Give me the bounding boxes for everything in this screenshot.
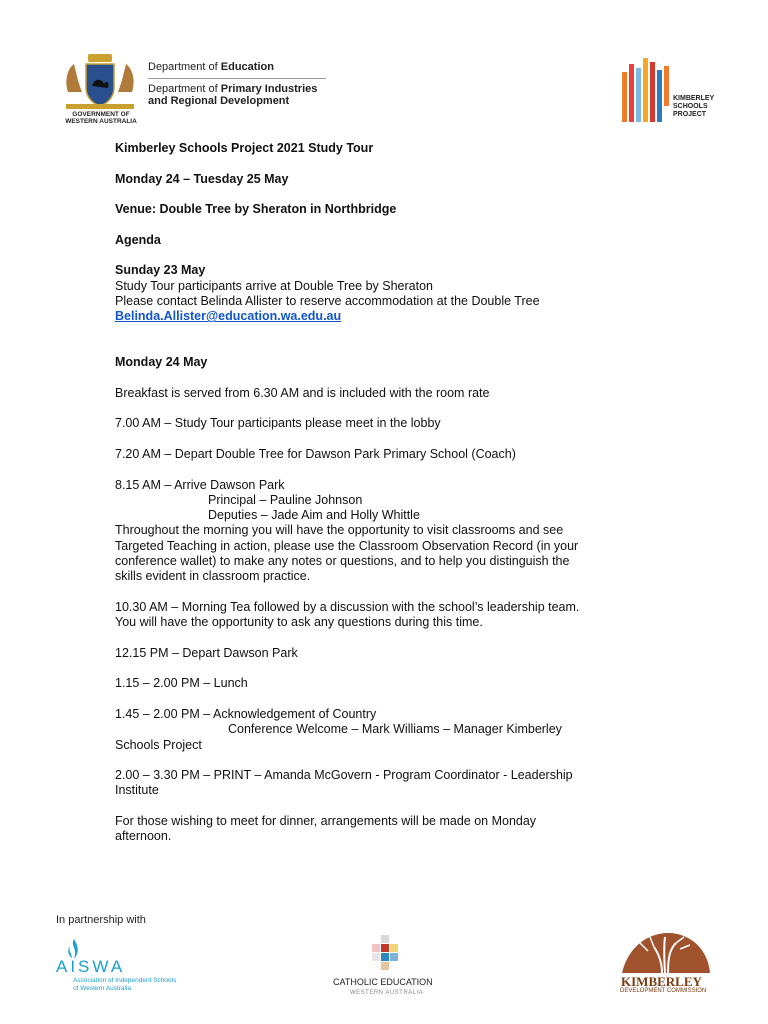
aiswa-name: AISWA xyxy=(56,957,126,976)
agenda-item-print: Institute xyxy=(115,783,159,798)
venue: Venue: Double Tree by Sheraton in Northbridge xyxy=(115,202,397,217)
morning-line: Throughout the morning you will have the opportunity to visit classrooms and see xyxy=(115,523,564,538)
department-block xyxy=(148,61,328,107)
agenda-item-print: 2.00 – 3.30 PM – PRINT – Amanda McGovern - Program Coordinator - Leadership xyxy=(115,768,573,783)
agenda-item-1030: You will have the opportunity to ask any questions during this time. xyxy=(115,615,483,630)
sunday-contact: Please contact Belinda Allister to reserve accommodation at the Double Tree xyxy=(115,293,540,308)
monday-heading: Monday 24 May xyxy=(115,355,208,370)
ksp-wordmark: KIMBERLEY SCHOOLS PROJECT xyxy=(673,95,715,118)
dept-primary: Department of Primary Industries xyxy=(148,83,318,95)
document-title: Kimberley Schools Project 2021 Study Tour xyxy=(115,141,374,155)
sunday-arrival: Study Tour participants arrive at Double Tree by Sheraton xyxy=(115,278,433,293)
dinner-note: afternoon. xyxy=(115,829,172,844)
dept-education: Department of Education xyxy=(148,61,274,73)
contact-email-link[interactable]: Belinda.Allister@education.wa.edu.au xyxy=(115,309,342,324)
morning-line: skills evident in classroom practice. xyxy=(115,569,311,584)
conference-welcome: Schools Project xyxy=(115,737,202,752)
kdc-name: KIMBERLEY xyxy=(621,974,702,989)
agenda-item-lunch: 1.15 – 2.00 PM – Lunch xyxy=(115,676,248,691)
morning-line: conference wallet) to make any notes or questions, and to help you distinguish the xyxy=(115,554,570,569)
dept-regional: and Regional Development xyxy=(148,95,290,107)
agenda-item-1215: 12.15 PM – Depart Dawson Park xyxy=(115,645,298,660)
morning-line: Targeted Teaching in action, please use the Classroom Observation Record (in your xyxy=(115,538,579,553)
partnership-label: In partnership with xyxy=(56,914,146,926)
agenda-item-acknowledgement: 1.45 – 2.00 PM – Acknowledgement of Country xyxy=(115,706,377,721)
principal-name: Principal – Pauline Johnson xyxy=(208,492,363,507)
agenda-item-0700: 7.00 AM – Study Tour participants please meet in the lobby xyxy=(115,416,441,431)
gov-caption: GOVERNMENT OF WESTERN AUSTRALIA xyxy=(65,111,137,125)
agenda-document xyxy=(115,141,675,845)
agenda-item-0720: 7.20 AM – Depart Double Tree for Dawson Park Primary School (Coach) xyxy=(115,446,516,461)
catholic-education-subtitle: WESTERN AUSTRALIA xyxy=(350,990,424,996)
kdc-subtitle: DEVELOPMENT COMMISSION xyxy=(620,988,707,994)
boab-tree-icon xyxy=(618,927,714,977)
wa-coat-of-arms-icon xyxy=(58,52,142,116)
agenda-heading: Agenda xyxy=(115,232,161,247)
agenda-item-0815: 8.15 AM – Arrive Dawson Park xyxy=(115,477,285,492)
deputies-names: Deputies – Jade Aim and Holly Whittle xyxy=(208,508,420,523)
aiswa-subtitle: Association of Independent Schools of Western Australia xyxy=(73,977,177,992)
breakfast-note: Breakfast is served from 6.30 AM and is included with the room rate xyxy=(115,385,490,400)
conference-welcome: Conference Welcome – Mark Williams – Manager Kimberley xyxy=(228,722,562,737)
tour-dates: Monday 24 – Tuesday 25 May xyxy=(115,171,289,186)
agenda-item-1030: 10.30 AM – Morning Tea followed by a discussion with the school’s leadership team. xyxy=(115,599,580,614)
sunday-heading: Sunday 23 May xyxy=(115,263,206,278)
catholic-cross-icon xyxy=(365,933,405,973)
catholic-education-name: CATHOLIC EDUCATION xyxy=(333,977,433,987)
dinner-note: For those wishing to meet for dinner, arrangements will be made on Monday xyxy=(115,814,537,829)
header-divider xyxy=(148,78,326,79)
